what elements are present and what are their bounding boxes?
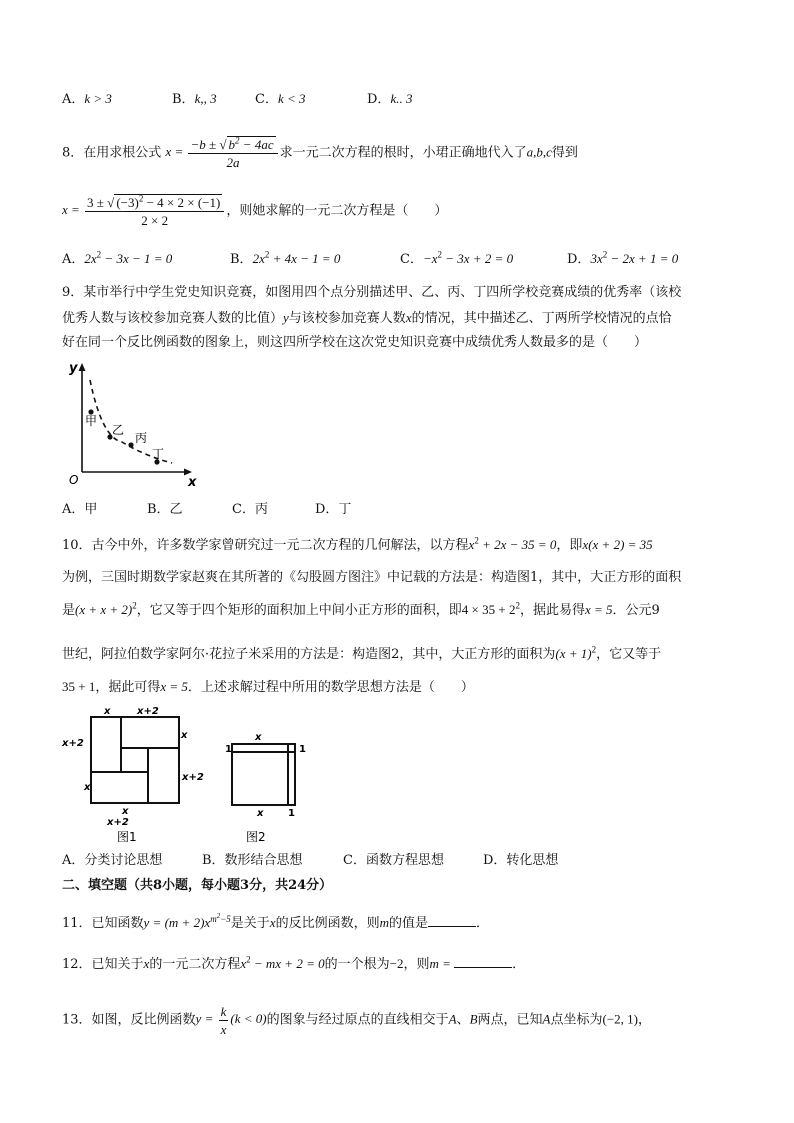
svg-text:x: x [84, 782, 91, 793]
svg-text:x: x [255, 732, 262, 743]
section-title: 二、填空题（共8小题，每小题3分，共24分） [62, 878, 333, 893]
svg-text:x+2: x+2 [107, 817, 129, 828]
svg-text:x+2: x+2 [62, 738, 84, 749]
q10-options [62, 851, 558, 871]
substituted-formula: x = $\frac{3 \pm √ (-3)^2 - 4 \times 2 \times (-1)}{2 \times 2}$ [62, 202, 226, 217]
x-label: x [188, 475, 197, 490]
svg-text:x: x [122, 806, 129, 817]
q8-option-b[interactable]: B．$2x^2 + 4x - 1 = 0$ [230, 249, 341, 267]
q10-line4: 世纪，阿拉伯数学家阿尔·花拉子米采用的方法是：构造图2，其中，大正方形的面积为$(x + 1)^2$，它又等于 [62, 644, 662, 662]
q10-line1: 10．古今中外，许多数学家曾研究过一元二次方程的几何解法，以方程$x^2 + 2x - 35 = 0$，即x(x + 2) = 35 [62, 535, 653, 553]
q13: 13．如图，反比例函数y = $\frac{k}{x}$ (k < 0)的图象与经过原点的直线相交于A、B两点，已知A点坐标为(−2, 1)， [62, 1004, 652, 1037]
svg-text:1: 1 [225, 744, 232, 755]
q7-options [62, 89, 412, 110]
q9-option-d[interactable]: D．丁 [315, 502, 352, 517]
q9-line3: 好在同一个反比例函数的图象上，则这四所学校在这次党史知识竞赛中成绩优秀人数最多的是（ ） [62, 335, 648, 350]
q9-option-b[interactable]: B．乙 [147, 502, 183, 517]
q7-option-d[interactable]: D．k.. 3 [367, 91, 413, 107]
origin-label: O [69, 473, 79, 487]
fig2-outer-square [232, 744, 295, 805]
y-axis-arrow-icon [79, 363, 86, 371]
q8-substituted: x = $\frac{3 \pm √ (-3)^2 - 4 \times 2 \times (-1)}{2 \times 2}$ ，则她求解的一元二次方程是（ ） [62, 193, 448, 228]
y-label: y [69, 361, 78, 376]
q10-option-d[interactable]: D．转化思想 [483, 853, 559, 868]
q8-stem: 8．在用求根公式 x = $\frac{-b \pm √ b^2 - 4ac}{2a}$ 求一元二次方程的根时，小珺正确地代入了a,b,c得到 [62, 135, 578, 170]
label-bing: 丙 [135, 431, 148, 445]
label-jia: 甲 [85, 414, 98, 428]
q9-line2: 优秀人数与该校参加竞赛人数的比值）y与该校参加竞赛人数x的情况，其中描述乙、丁两所学校情况的点恰 [62, 310, 672, 326]
q10-option-b[interactable]: B．数形结合思想 [202, 853, 303, 868]
svg-text:x+2: x+2 [182, 772, 204, 783]
q8-options [62, 249, 678, 270]
q7-option-a[interactable]: A．k > 3 [62, 91, 112, 107]
q7-option-b[interactable]: B．k,, 3 [172, 91, 217, 107]
q8-option-d[interactable]: D．$3x^2 - 2x + 1 = 0$ [567, 249, 679, 267]
fig1-outer-square [91, 717, 179, 803]
q7-option-c[interactable]: C．k < 3 [255, 91, 306, 107]
q11: 11．已知函数$y = (m + 2)x^{m^2-5}$是关于x的反比例函数，则m的值是 ． [62, 911, 489, 931]
q8-option-c[interactable]: C．$-x^2 - 3x + 2 = 0$ [400, 249, 514, 267]
q12: 12．已知关于x的一元二次方程$x^2$ − mx + 2 = 0的一个根为−2，则m = ． [62, 954, 526, 972]
quadratic-formula: x = $\frac{-b \pm √ b^2 - 4ac}{2a}$ [165, 144, 279, 159]
svg-text:1: 1 [299, 744, 306, 755]
q9-option-c[interactable]: C．丙 [232, 502, 268, 517]
label-ding: 丁 [152, 447, 165, 461]
q12-answer-blank[interactable] [454, 954, 512, 968]
label-yi: 乙 [112, 423, 125, 437]
fig1-inner-square [121, 748, 148, 772]
q10-line2: 为例，三国时期数学家赵爽在其所著的《勾股圆方图注》中记载的方法是：构造图1，其中，大正方形的面积 [62, 570, 682, 585]
svg-text:x: x [181, 730, 188, 741]
q9-line1: 9．某市举行中学生党史知识竞赛，如图用四个点分别描述甲、乙、丙、丁四所学校竞赛成绩的优秀率（该校 [62, 285, 682, 300]
fig2-caption: 图2 [246, 830, 266, 844]
svg-text:x: x [257, 808, 264, 819]
q10-figure1 [60, 700, 210, 850]
q8-number: 8． [62, 145, 84, 161]
q9-options [62, 500, 351, 520]
q8-option-a[interactable]: A．$2x^2 - 3x - 1 = 0$ [62, 249, 173, 267]
svg-text:x+2: x+2 [137, 706, 159, 717]
q9-graph [60, 360, 200, 490]
point-bing [128, 442, 133, 447]
fig1-caption: 图1 [117, 830, 137, 844]
q10-line3: 是$(x + x + 2)^2$，它又等于四个矩形的面积加上中间小正方形的面积，即$4 \times 35 + 2^2$，据此易得x = 5．公元9 [62, 600, 660, 618]
q9-option-a[interactable]: A．甲 [62, 502, 98, 517]
q10-option-c[interactable]: C．函数方程思想 [343, 853, 444, 868]
q10-figure2 [220, 700, 310, 850]
q11-answer-blank[interactable] [428, 913, 476, 927]
svg-text:x: x [104, 706, 111, 717]
svg-text:1: 1 [288, 808, 295, 819]
q10-line5: 35 + 1，据此可得x = 5．上述求解过程中所用的数学思想方法是（ ） [62, 679, 474, 695]
q10-option-a[interactable]: A．分类讨论思想 [62, 853, 163, 868]
